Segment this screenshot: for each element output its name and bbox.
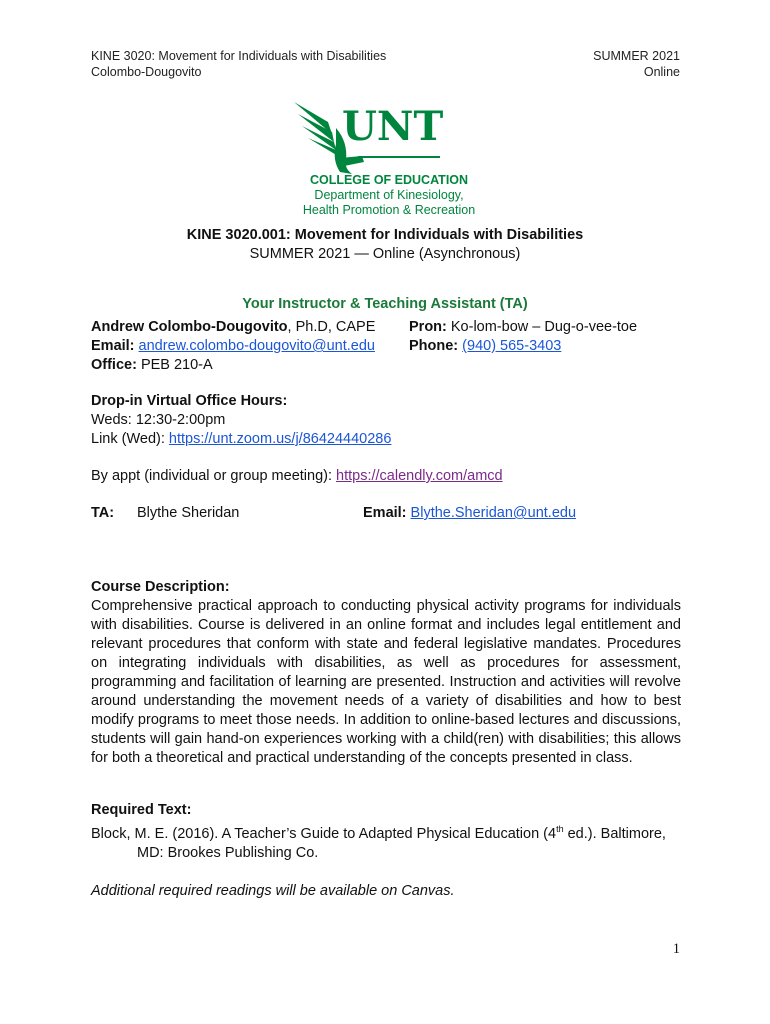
ta-name: Blythe Sheridan (137, 505, 240, 521)
instructor-office: PEB 210-A (136, 357, 213, 373)
calendly-link[interactable]: https://calendly.com/amcd (336, 468, 503, 484)
zoom-link[interactable]: https://unt.zoom.us/j/86424440286 (168, 431, 392, 447)
header-instructor: Colombo-Dougovito (91, 65, 202, 79)
required-text-heading: Required Text: (91, 802, 192, 818)
instructor-contact (409, 318, 637, 356)
header-mode: Online (643, 65, 680, 79)
unt-logo (282, 98, 497, 220)
ta-email-line (363, 504, 576, 523)
running-header-left (91, 48, 386, 80)
instructor-info (91, 318, 375, 375)
logo-wordmark: UNT (342, 103, 444, 150)
readings-note: Additional required readings will be available on Canvas. (91, 882, 455, 899)
logo-dept-line2: Health Promotion & Recreation (302, 203, 476, 217)
instructor-credentials: , Ph.D, CAPE (287, 319, 376, 335)
course-description (91, 578, 681, 768)
ta-row (91, 504, 114, 523)
office-hours (91, 392, 391, 449)
citation-part-b: ed.). Baltimore, (563, 825, 666, 842)
header-term: SUMMER 2021 (593, 49, 680, 63)
instructor-name: Andrew Colombo-Dougovito (91, 319, 288, 335)
instructor-section-heading: Your Instructor & Teaching Assistant (TA) (242, 296, 528, 312)
pron-value: Ko-lom-bow – Dug-o-vee-toe (446, 319, 638, 335)
office-hours-time: Weds: 12:30-2:00pm (91, 412, 226, 428)
pron-label: Pron: (409, 319, 447, 335)
ta-email-label: Email: (363, 505, 407, 521)
office-hours-heading: Drop-in Virtual Office Hours: (91, 393, 288, 409)
running-header-right (593, 48, 680, 80)
pronunciation-line (409, 318, 637, 337)
course-description-heading: Course Description: (91, 579, 230, 595)
appointment-line (91, 467, 503, 486)
instructor-email-line (91, 337, 375, 356)
logo-dept-line1: Department of Kinesiology, (314, 188, 464, 202)
page-number: 1 (672, 941, 680, 957)
required-text (91, 801, 691, 901)
citation-superscript: th (556, 824, 564, 834)
header-course: KINE 3020: Movement for Individuals with Disabilities (91, 49, 387, 63)
course-subtitle: SUMMER 2021 — Online (Asynchronous) (249, 246, 521, 262)
eagle-logo-icon (282, 98, 497, 220)
instructor-name-line (91, 318, 375, 337)
course-title: KINE 3020.001: Movement for Individuals with Disabilities (186, 227, 584, 243)
ta-email-link[interactable]: Blythe.Sheridan@unt.edu (410, 505, 577, 521)
office-hours-link-label: Link (Wed): (91, 431, 169, 447)
ta-label: TA: (91, 505, 115, 521)
citation-line1 (91, 820, 691, 844)
instructor-email-link[interactable]: andrew.colombo-dougovito@unt.edu (138, 338, 375, 354)
office-hours-link-line (91, 430, 391, 449)
course-description-text: Comprehensive practical approach to conducting physical activity programs for individuals with disabilities. Course is delivered in an online format and includes legal entitlement and relevant procedures that conform with state and federal legislative mandates. Procedures on integrating individuals with disabilities, as well as procedures for assessment, programming and facilitation of learning are presented. Instruction and activities will revolve around understanding the movement needs of a variety of disabilities and how to best modify programs to meet those needs. In addition to online-based lectures and discussions, students will gain hand-on experiences working with a child(ren) with disabilities; this allows for both a theoretical and practical understanding of the concepts presented in class. (91, 598, 681, 766)
phone-link[interactable]: (940) 565-3403 (462, 338, 562, 354)
instructor-office-line (91, 356, 375, 375)
phone-label: Phone: (409, 338, 459, 354)
citation-part-a: Block, M. E. (2016). A Teacher’s Guide to Adapted Physical Education (4 (91, 825, 557, 842)
logo-college: COLLEGE OF EDUCATION (309, 173, 469, 187)
appointment-label: By appt (individual or group meeting): (91, 468, 337, 484)
instructor-office-label: Office: (91, 357, 137, 373)
citation-line2: MD: Brookes Publishing Co. (137, 844, 319, 861)
phone-line (409, 337, 637, 356)
instructor-email-label: Email: (91, 338, 135, 354)
